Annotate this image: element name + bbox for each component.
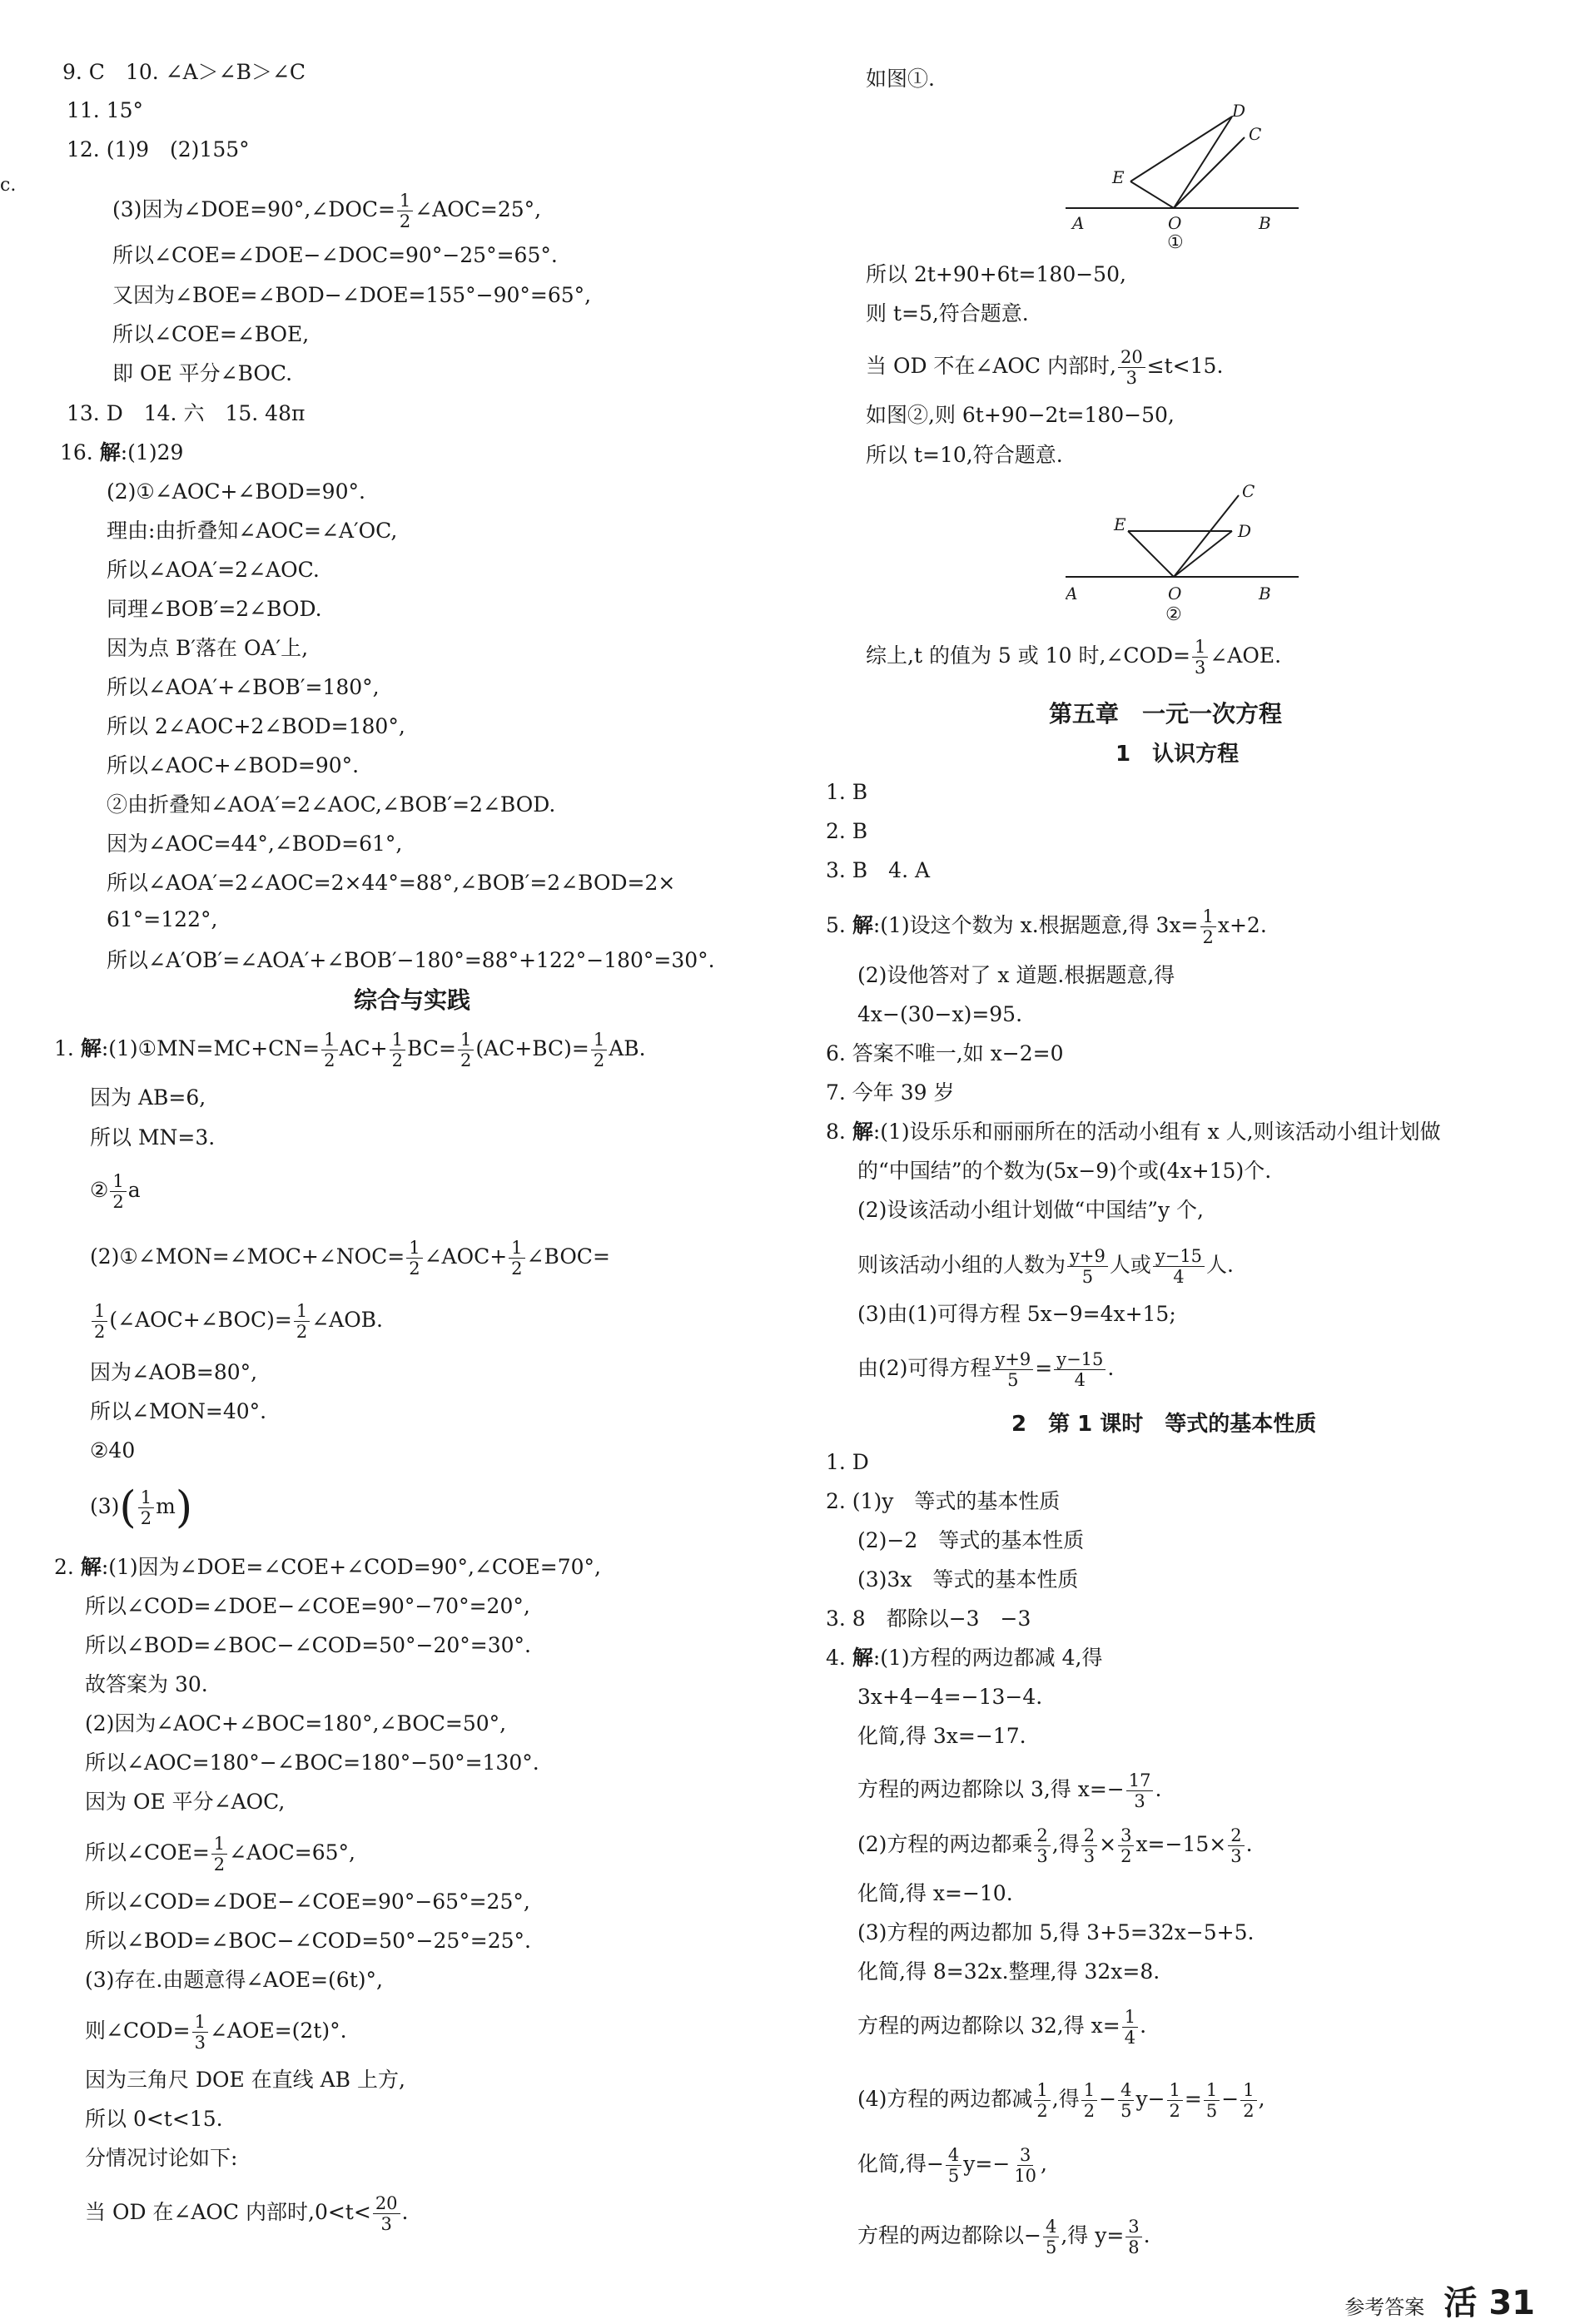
sec2-answer-4-line12: 方程的两边都除以− $\frac{4}{5}$ ,得 y= $\frac{3}{8}$ . (857, 2217, 1150, 2257)
footer-label: 参考答案 (1344, 2296, 1425, 2319)
answer-16-line3: 理由:由折叠知∠AOC=∠A′OC, (107, 519, 398, 543)
answer-16-line13: 61°=122°, (107, 907, 218, 931)
practice-1-line2: 因为 AB=6, (90, 1085, 206, 1110)
fig2-label: ② (1165, 604, 1182, 625)
practice-1-line9: ②40 (90, 1438, 136, 1462)
practice-2-line7: 因为 OE 平分∠AOC, (85, 1790, 286, 1814)
sec2-answer-4-line9: 方程的两边都除以 32,得 x= $\frac{1}{4}$ . (857, 2007, 1147, 2048)
answer-16-line2: (2)①∠AOC+∠BOD=90°. (107, 479, 365, 504)
answer-16-line12: 所以∠AOA′=2∠AOC=2×44°=88°,∠BOB′=2∠BOD=2× (107, 871, 676, 895)
fig1-point-D: D (1232, 101, 1246, 121)
answer-9-10: 9. C 10. ∠A＞∠B＞∠C (62, 60, 306, 84)
practice-1-line5: (2)①∠MON=∠MOC+∠NOC= $\frac{1}{2}$ ∠AOC+ $\frac{1}{2}$ ∠BOC= (90, 1238, 610, 1279)
practice-1-line4: ② $\frac{1}{2}$ a (90, 1171, 141, 1212)
fig2-point-D: D (1238, 521, 1252, 541)
practice-2-line1: 2. 解:(1)因为∠DOE=∠COE+∠COD=90°,∠COE=70°, (54, 1555, 601, 1579)
fig1-point-C: C (1249, 124, 1262, 144)
section-heading-1: 1 认识方程 (1115, 742, 1240, 767)
sec1-answer-3-4: 3. B 4. A (826, 858, 931, 882)
answer-16-line6: 因为点 B′落在 OA′上, (107, 636, 309, 660)
sec2-answer-3: 3. 8 都除以−3 −3 (826, 1606, 1031, 1631)
sec1-answer-5-line2: (2)设他答对了 x 道题.根据题意,得 (857, 963, 1175, 987)
practice-2-line13: 因为三角尺 DOE 在直线 AB 上方, (85, 2068, 405, 2092)
answer-16-line7: 所以∠AOA′+∠BOB′=180°, (107, 675, 380, 699)
fig1-point-E: E (1112, 167, 1125, 187)
sec2-answer-4-line7: (3)方程的两边都加 5,得 3+5=32x−5+5. (857, 1920, 1255, 1944)
angle-diagram-2 (1066, 479, 1299, 637)
sec2-answer-4-line10: (4)方程的两边都减 $\frac{1}{2}$ ,得 $\frac{1}{2}$ − $\frac{4}{5}$ y− $\frac{1}{2}$ = $\frac{1}{5}$ − $\frac{1}{2}$ , (857, 2080, 1265, 2121)
fig2-point-A: A (1066, 583, 1078, 603)
practice-1-line8: 所以∠MON=40°. (90, 1399, 267, 1423)
practice-1-line3: 所以 MN=3. (90, 1125, 216, 1150)
right-line2: 所以 2t+90+6t=180−50, (866, 262, 1126, 286)
sec2-answer-2-line3: (3)3x 等式的基本性质 (857, 1567, 1079, 1592)
fig2-point-B: B (1259, 583, 1271, 603)
answer-16-line8: 所以 2∠AOC+2∠BOD=180°, (107, 714, 405, 738)
figure-ref-1: 如图①. (866, 67, 935, 91)
fig1-point-O: O (1168, 213, 1182, 233)
page-number: 活 31 (1443, 2284, 1535, 2322)
practice-1-line10: (3)( $\frac{1}{2}$ m) (90, 1482, 193, 1533)
practice-2-line10: 所以∠BOD=∠BOC−∠COD=50°−25°=25°. (85, 1929, 531, 1953)
practice-2-line15: 分情况讨论如下: (85, 2146, 238, 2170)
sec1-answer-8-line6: 由(2)可得方程 $\frac{y+9}{5}$ = $\frac{y-15}{4}$ . (857, 1349, 1115, 1390)
angle-diagram-1 (1066, 100, 1299, 258)
sec2-answer-4-line6: 化简,得 x=−10. (857, 1881, 1013, 1905)
answer-16-line14: 所以∠A′OB′=∠AOA′+∠BOB′−180°=88°+122°−180°=30°. (107, 948, 715, 972)
margin-mark: c. (0, 175, 17, 196)
sec2-answer-4: 4. 解:(1)方程的两边都减 4,得 (826, 1646, 1103, 1670)
figure-1 (1066, 100, 1299, 261)
practice-2-line11: (3)存在.由题意得∠AOE=(6t)°, (85, 1968, 383, 1992)
fig2-point-E: E (1114, 514, 1126, 534)
sec2-answer-4-line3: 化简,得 3x=−17. (857, 1724, 1026, 1748)
section-heading-2: 2 第 1 课时 等式的基本性质 (1011, 1412, 1317, 1437)
fig1-label: ① (1167, 232, 1184, 253)
sec1-answer-8-line5: (3)由(1)可得方程 5x−9=4x+15; (857, 1302, 1176, 1326)
sec1-answer-6: 6. 答案不唯一,如 x−2=0 (826, 1041, 1064, 1065)
practice-2-line16: 当 OD 在∠AOC 内部时,0<t< $\frac{20}{3}$ . (85, 2193, 409, 2234)
answer-12-line2: 所以∠COE=∠DOE−∠DOC=90°−25°=65°. (112, 243, 558, 267)
answer-12-line3: 又因为∠BOE=∠BOD−∠DOE=155°−90°=65°, (112, 283, 592, 307)
practice-2-line2: 所以∠COD=∠DOE−∠COE=90°−70°=20°, (85, 1594, 530, 1618)
fig1-point-A: A (1072, 213, 1085, 233)
answer-13-15: 13. D 14. 六 15. 48π (67, 401, 306, 425)
practice-2-line5: (2)因为∠AOC+∠BOC=180°,∠BOC=50°, (85, 1711, 507, 1736)
page-footer (1344, 2277, 1535, 2324)
sec1-answer-5-line3: 4x−(30−x)=95. (857, 1002, 1023, 1026)
right-line7: 综上,t 的值为 5 或 10 时,∠COD= $\frac{1}{3}$ ∠AOE. (866, 637, 1282, 678)
sec2-answer-4-line4: 方程的两边都除以 3,得 x=− $\frac{17}{3}$ . (857, 1770, 1162, 1811)
answer-16-line5: 同理∠BOB′=2∠BOD. (107, 597, 322, 621)
practice-2-line4: 故答案为 30. (85, 1672, 208, 1696)
practice-2-line3: 所以∠BOD=∠BOC−∠COD=50°−20°=30°. (85, 1633, 531, 1657)
answer-11: 11. 15° (67, 98, 144, 122)
sec1-answer-8-line2: 的“中国结”的个数为(5x−9)个或(4x+15)个. (857, 1159, 1272, 1183)
answer-12: 12. (1)9 (2)155° (67, 137, 250, 161)
right-line3: 则 t=5,符合题意. (866, 301, 1029, 325)
sec1-answer-5: 5. 解:(1)设这个数为 x.根据题意,得 3x= $\frac{1}{2}$ x+2. (826, 906, 1267, 947)
figure-2 (1066, 479, 1299, 640)
right-line6: 所以 t=10,符合题意. (866, 443, 1063, 467)
answer-16-line11: 因为∠AOC=44°,∠BOD=61°, (107, 832, 403, 856)
practice-1-line6: $\frac{1}{2}$ (∠AOC+∠BOC)= $\frac{1}{2}$ ∠AOB. (90, 1295, 383, 1345)
answer-12-3-line1: (3)因为∠DOE=90°,∠DOC= $\frac{1}{2}$ ∠AOC=25°, (112, 191, 542, 231)
practice-2-line9: 所以∠COD=∠DOE−∠COE=90°−65°=25°, (85, 1889, 530, 1914)
sec2-answer-4-line5: (2)方程的两边都乘 $\frac{2}{3}$ ,得 $\frac{2}{3}$ × $\frac{3}{2}$ x=−15× $\frac{2}{3}$ . (857, 1825, 1253, 1866)
answer-16-line4: 所以∠AOA′=2∠AOC. (107, 558, 320, 582)
answer-16: 16. 解:(1)29 (60, 440, 184, 464)
right-line4: 当 OD 不在∠AOC 内部时, $\frac{20}{3}$ ≤t<15. (866, 347, 1224, 388)
practice-2-line6: 所以∠AOC=180°−∠BOC=180°−50°=130°. (85, 1750, 539, 1775)
sec2-answer-4-line8: 化简,得 8=32x.整理,得 32x=8. (857, 1959, 1160, 1984)
practice-2-line12: 则∠COD= $\frac{1}{3}$ ∠AOE=(2t)°. (85, 2012, 347, 2053)
right-line5: 如图②,则 6t+90−2t=180−50, (866, 403, 1175, 427)
sec2-answer-4-line2: 3x+4−4=−13−4. (857, 1685, 1043, 1709)
fig2-point-C: C (1242, 481, 1255, 501)
fig1-point-B: B (1259, 213, 1271, 233)
sec1-answer-8: 8. 解:(1)设乐乐和丽丽所在的活动小组有 x 人,则该活动小组计划做 (826, 1120, 1441, 1144)
practice-2-line14: 所以 0<t<15. (85, 2107, 223, 2131)
answer-16-line9: 所以∠AOC+∠BOD=90°. (107, 753, 360, 777)
practice-1-line7: 因为∠AOB=80°, (90, 1360, 258, 1384)
sec2-answer-2: 2. (1)y 等式的基本性质 (826, 1489, 1061, 1513)
answer-16-line10: ②由折叠知∠AOA′=2∠AOC,∠BOB′=2∠BOD. (107, 792, 556, 817)
section-heading-practice: 综合与实践 (354, 986, 471, 1014)
chapter-heading: 第五章 一元一次方程 (1049, 700, 1283, 727)
answer-12-line4: 所以∠COE=∠BOE, (112, 322, 310, 346)
sec1-answer-8-line4: 则该活动小组的人数为 $\frac{y+9}{5}$ 人或 $\frac{y-15}{4}$ 人. (857, 1246, 1234, 1287)
sec2-answer-4-line11: 化简,得− $\frac{4}{5}$ y=− $\frac{3}{10}$ , (857, 2145, 1047, 2186)
sec1-answer-7: 7. 今年 39 岁 (826, 1080, 955, 1105)
sec1-answer-1: 1. B (826, 780, 868, 804)
practice-2-line8: 所以∠COE= $\frac{1}{2}$ ∠AOC=65°, (85, 1834, 355, 1875)
fig2-point-O: O (1168, 583, 1182, 603)
practice-1-line1: 1. 解:(1)①MN=MC+CN= $\frac{1}{2}$ AC+ $\frac{1}{2}$ BC= $\frac{1}{2}$ (AC+BC)= $\frac{1}{2}$ AB. (54, 1030, 646, 1070)
answer-12-line5: 即 OE 平分∠BOC. (112, 361, 293, 385)
sec2-answer-1: 1. D (826, 1450, 869, 1474)
sec1-answer-8-line3: (2)设该活动小组计划做“中国结”y 个, (857, 1198, 1204, 1222)
sec2-answer-2-line2: (2)−2 等式的基本性质 (857, 1528, 1085, 1552)
sec1-answer-2: 2. B (826, 819, 868, 843)
